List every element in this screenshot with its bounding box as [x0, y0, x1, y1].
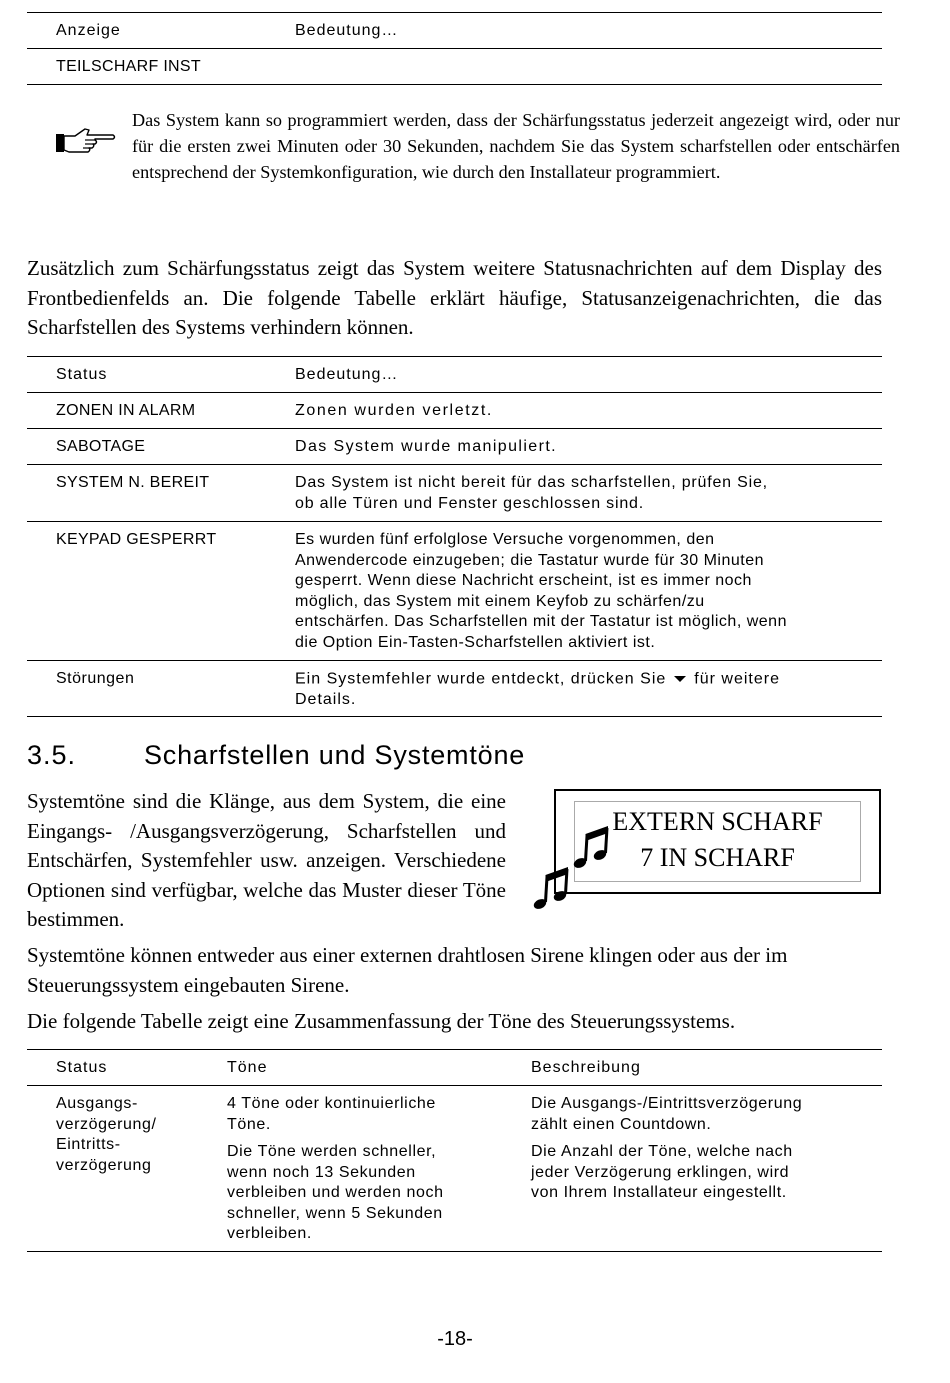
table1-header-col2: Bedeutung… — [295, 22, 399, 39]
table2-row2-rule — [27, 464, 882, 465]
table3-header-col2: Töne — [227, 1059, 268, 1076]
table2-row5-col2 — [295, 669, 780, 710]
note-text: Das System kann so programmiert werden, dass der Schärfungsstatus jederzeit angezeigt wird, oder nur für die ersten zwei Minuten oder 30 Sekunden, nachdem Sie das System scharfstellen oder entschärfen entsprechend der Systemkonfiguration, wie durch den Installateur programmiert. — [132, 110, 900, 182]
table3-bottom-rule — [27, 1251, 882, 1252]
table2-row3-col2: Das System ist nicht bereit für das scharfstellen, prüfen Sie, ob alle Türen und Fenster geschlossen sind. — [295, 474, 768, 512]
table3-row1-col3-a: Die Ausgangs-/Eintrittsverzögerung zählt einen Countdown. — [531, 1095, 803, 1133]
table2-row2-col2: Das System wurde manipuliert. — [295, 438, 558, 455]
lcd-display-inner — [574, 801, 861, 882]
paragraph-2: Systemtöne können entweder aus einer externen drahtlosen Sirene klingen oder aus der im Steuerungssystem eingebauten Sirene. — [27, 943, 788, 997]
table3-row1-col1: Ausgangs- verzögerung/ Eintritts- verzögerung — [56, 1095, 157, 1174]
table3-top-rule — [27, 1049, 882, 1050]
table2-row1-rule — [27, 428, 882, 429]
table2-row5-col2-text-a: Ein Systemfehler wurde entdeckt, drücken Sie — [295, 670, 667, 688]
lcd-line-2: 7 IN SCHARF — [640, 843, 795, 872]
table2-bottom-rule — [27, 716, 882, 717]
table1-header-rule — [27, 48, 882, 49]
table2-row1-col1: ZONEN IN ALARM — [56, 402, 196, 419]
music-notes-icon — [530, 826, 612, 912]
table1-row1-col1: TEILSCHARF INST — [56, 58, 201, 75]
table2-row5-col2-text-b: für weitere Details. — [295, 670, 780, 708]
table2-row4-col1: KEYPAD GESPERRT — [56, 531, 217, 548]
section-number: 3.5. — [27, 740, 77, 770]
table2-row4-col2: Es wurden fünf erfolglose Versuche vorgenommen, den Anwendercode einzugeben; die Tastatur wurde für 30 Minuten gesperrt. Wenn diese Nachricht erscheint, ist es immer noch möglich, das System mit einem Keyfob zu schärfen/zu entschärfen. Das Scharfstellen mit der Tastatur ist möglich, wenn die Option Ein-Tasten-Scharfstellen aktiviert ist. — [295, 531, 787, 651]
paragraph-3: Die folgende Tabelle zeigt eine Zusammenfassung der Töne des Steuerungssystems. — [27, 1009, 736, 1033]
table2-row2-col1: SABOTAGE — [56, 438, 146, 455]
table2-header-col2: Bedeutung… — [295, 366, 399, 383]
table3-row1-col2-b: Die Töne werden schneller, wenn noch 13 Sekunden verbleiben und werden noch schneller, wenn 5 Sekunden verbleiben. — [227, 1143, 444, 1242]
table3-header-col3: Beschreibung — [531, 1059, 641, 1076]
table2-header-rule — [27, 392, 882, 393]
table2-row1-col2: Zonen wurden verletzt. — [295, 402, 493, 419]
table2-row3-col1: SYSTEM N. BEREIT — [56, 474, 210, 491]
section-title: Scharfstellen und Systemtöne — [144, 740, 526, 770]
table2-row5-col1: Störungen — [56, 670, 135, 687]
table2-row4-rule — [27, 660, 882, 661]
pointing-hand-icon — [55, 126, 117, 156]
table1-header-col1: Anzeige — [56, 22, 121, 39]
table3-header-col1: Status — [56, 1059, 108, 1076]
table1-top-rule — [27, 12, 882, 13]
table3-row1-col3-b: Die Anzahl der Töne, welche nach jeder Verzögerung erklingen, wird von Ihrem Installateur eingestellt. — [531, 1143, 793, 1201]
table3-row1-col2-a: 4 Töne oder kontinuierliche Töne. — [227, 1095, 436, 1133]
page-number: -18- — [437, 1328, 473, 1350]
table2-row3-rule — [27, 521, 882, 522]
table2-top-rule — [27, 356, 882, 357]
table3-header-rule — [27, 1085, 882, 1086]
intro-paragraph: Zusätzlich zum Schärfungsstatus zeigt das System weitere Statusnachrichten auf dem Display des Frontbedienfelds an. Die folgende Tabelle erklärt häufige, Statusanzeigenachrichten, die das Scharfstellen des Systems verhindern können. — [27, 256, 882, 339]
lcd-line-1: EXTERN SCHARF — [612, 807, 823, 836]
down-arrow-icon — [674, 669, 686, 690]
table1-bottom-rule — [27, 84, 882, 85]
table2-header-col1: Status — [56, 366, 108, 383]
section-paragraph: Systemtöne sind die Klänge, aus dem System, die eine Eingangs- /Ausgangsverzögerung, Scharfstellen und Entschärfen, Systemfehler usw. anzeigen. Verschiedene Optionen sind verfügbar, welche das Muster dieser Töne bestimmen. — [27, 789, 506, 931]
